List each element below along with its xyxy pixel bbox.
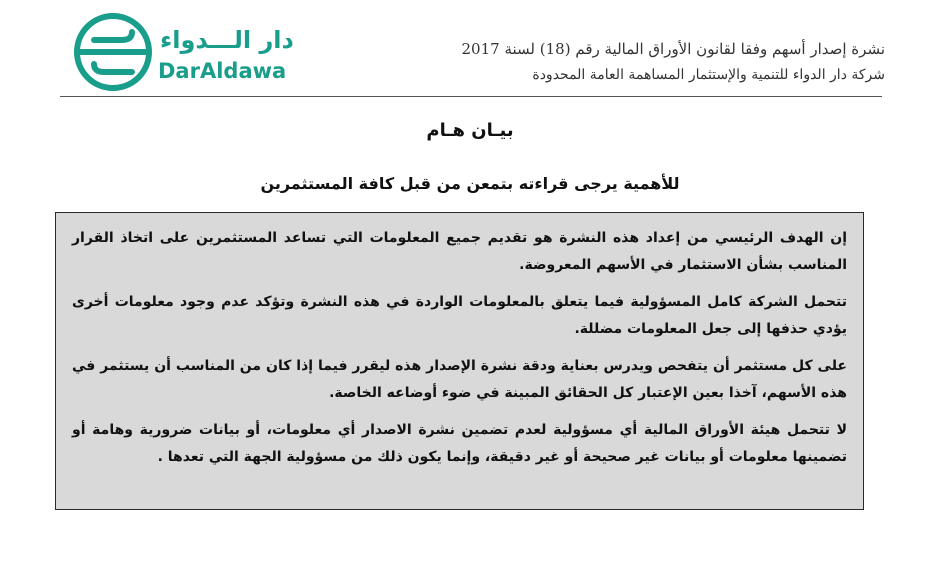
notice-paragraph-3: على كل مستثمر أن يتفحص ويدرس بعناية ودقة نشرة الإصدار هذه ليقرر فيما إذا كان من المناسب أن يستثمر في هذه الأسهم، آخذا بعين الإعتبار كل الحقائق المبينة في ضوء أوضاعه الخاصة. [72,358,847,401]
company-name-line: شركة دار الدواء للتنمية والإستثمار المساهمة العامة المحدودة [532,67,885,83]
notice-box [55,212,864,510]
notice-paragraph-1: إن الهدف الرئيسي من إعداد هذه النشرة هو تقديم جميع المعلومات التي تساعد المستثمرين على اتخاذ القرار المناسب بشأن الاستثمار في الأسهم المعروضة. [72,230,847,273]
dar-aldawa-logo-icon [72,12,156,94]
prospectus-law-line: نشرة إصدار أسهم وفقا لقانون الأوراق المالية رقم (18) لسنة 2017 [461,40,885,58]
logo-arabic-name: دار الـــدواء [160,26,294,54]
page-subtitle: للأهمية يرجى قراءته بتمعن من قبل كافة المستثمرين [260,174,680,193]
logo-english-name: DarAldawa [158,59,287,83]
company-logo [72,12,302,94]
notice-paragraph-4: لا تتحمل هيئة الأوراق المالية أي مسؤولية لعدم تضمين نشرة الاصدار أي معلومات، أو بيانات ضرورية وهامة أو تضمينها معلومات أو بيانات غير صحيحة أو غير دقيقة، وإنما يكون ذلك من مسؤولية الجهة التي تعدها . [72,422,847,465]
notice-paragraph-2: تتحمل الشركة كامل المسؤولية فيما يتعلق بالمعلومات الواردة في هذه النشرة وتؤكد عدم وجود معلومات أخرى يؤدي حذفها إلى جعل المعلومات مضللة. [72,294,847,337]
page-title: بيـان هـام [426,120,514,141]
document-header [325,38,885,86]
header-divider [60,96,882,97]
